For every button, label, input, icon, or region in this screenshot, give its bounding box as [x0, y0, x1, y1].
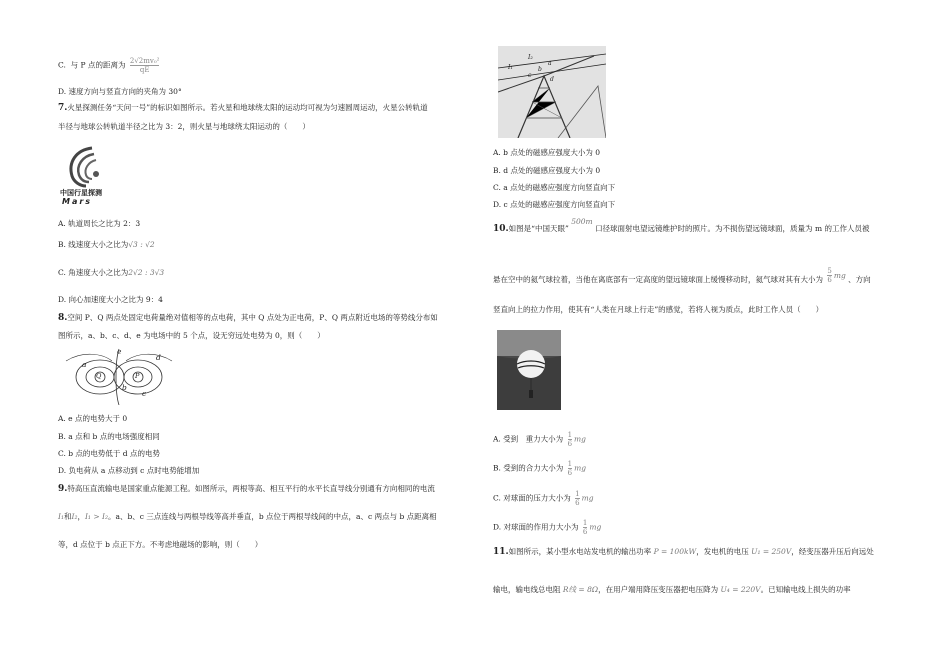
q9-option-c: C. a 点处的磁感应强度方向竖直向下 — [493, 183, 616, 192]
q10-option-c: C. 对球面的压力大小为 $\frac{1}{6}$ mg — [493, 490, 594, 507]
q7-stem-line1: 7.火星探测任务“天问一号”的标识如图所示。若火星和地球绕太阳的运动均可视为匀速圆周运动，火星公转轨道 — [58, 103, 428, 113]
fig-label-i1: I₁ — [508, 64, 513, 71]
q9-option-a: A. b 点处的磁感应强度大小为 0 — [493, 148, 601, 157]
fig-label-b: b — [122, 383, 127, 392]
fig-label-c: c — [142, 389, 147, 398]
q7-option-a: A. 轨道周长之比为 2：3 — [58, 219, 141, 228]
q9-option-d: D. c 点处的磁感应强度方向竖直向下 — [493, 200, 616, 209]
fig-label-d: d — [156, 353, 161, 362]
logo-cn-text: 中国行星探测 — [60, 189, 102, 197]
q6-option-d: D. 速度方向与竖直方向的夹角为 30° — [58, 87, 182, 96]
fast-telescope-photo — [497, 330, 561, 410]
q8-option-c: C. b 点的电势低于 d 点的电势 — [58, 449, 160, 458]
fig-label-p: P — [135, 372, 140, 380]
q11-stem-line2: 输电，输电线总电阻 R线 = 8Ω，在用户端用降压变压器把电压降为 U₄ = 220V。已知输电线上损失的功率 — [493, 585, 851, 594]
q10-option-d: D. 对球面的作用力大小为 $\frac{1}{6}$ mg — [493, 519, 602, 536]
q10-stem-line2: 悬在空中的氦气球拉着，当他在离底部有一定高度的望远镜球面上缓慢移动时，氦气球对其有大小为 $\frac{5}{6}$ mg 、方向 — [493, 266, 871, 284]
q9-stem-line3: 等，d 点位于 b 点正下方。不考虑地磁场的影响，则（ ） — [58, 540, 263, 549]
q8-stem-line1: 8.空间 P、Q 两点处固定电荷量绝对值相等的点电荷，其中 Q 点处为正电荷，P、Q 两点附近电场的等势线分布如 — [58, 313, 438, 323]
q8-option-b: B. a 点和 b 点的电场强度相同 — [58, 432, 160, 441]
fig-label-d2: d — [550, 76, 554, 83]
q11-stem-line1: 11.如图所示，某小型水电站发电机的输出功率 P = 100kW，发电机的电压 U₁ = 250V，经变压器升压后向远处 — [493, 547, 874, 557]
q8-stem-line2: 图所示，a、b、c、d、e 为电场中的 5 个点，设无穷远处电势为 0，则（ ） — [58, 331, 325, 340]
q8-option-d: D. 负电荷从 a 点移动到 c 点时电势能增加 — [58, 466, 200, 475]
transmission-tower-photo — [498, 46, 606, 138]
q10-option-b: B. 受到的合力大小为 $\frac{1}{6}$ mg — [493, 460, 587, 477]
q10-stem-line3: 竖直向上的拉力作用，使其有“人类在月球上行走”的感觉，若将人视为质点，此时工作人员（ ） — [493, 305, 824, 314]
fig-label-e: e — [117, 347, 122, 356]
q7-stem-line2: 半径与地球公转轨道半径之比为 3：2，则火星与地球绕太阳运动的（ ） — [58, 122, 310, 131]
fig-label-a: a — [82, 360, 87, 369]
logo-en-text: Mars — [62, 197, 93, 206]
fig-label-q: Q — [96, 372, 102, 380]
q7-option-b: B. 线速度大小之比为√3 : √2 — [58, 240, 155, 249]
q8-option-a: A. e 点的电势大于 0 — [58, 414, 128, 423]
q9-option-b: B. d 点处的磁感应强度大小为 0 — [493, 166, 601, 175]
q10-stem-line1: 10.如图是“中国天眼” 500m 口径球面射电望远镜维护时的照片。为不损伤望远镜球面，质量为 m 的工作人员被 — [493, 217, 870, 234]
fig-label-c2: c — [528, 72, 532, 79]
q9-stem-line1: 9.特高压直流输电是国家重点能源工程。如图所示，两根等高、相互平行的水平长直导线分别通有方向相同的电流 — [58, 484, 435, 494]
q6-fraction: $\frac{\text{2√2mv₀²}}{qE}$ — [129, 57, 160, 74]
q7-option-d: D. 向心加速度大小之比为 9：4 — [58, 295, 163, 304]
q6-option-c: C. 与 P 点的距离为 $\frac{\text{2√2mv₀²}}{qE}$ — [58, 57, 160, 74]
equipotential-figure — [62, 347, 180, 405]
fig-label-b2: b — [538, 66, 542, 73]
q9-stem-line2: I₁和I₂，I₁ > I₂。a、b、c 三点连线与两根导线等高并垂直，b 点位于两根导线间的中点，a、c 两点与 b 点距离相 — [58, 512, 437, 521]
fig-label-a2: a — [548, 60, 552, 67]
fig-label-i2: I₂ — [528, 54, 533, 61]
q7-option-c: C. 角速度大小之比为2√2 : 3√3 — [58, 268, 165, 277]
q10-option-a: A. 受到 重力大小为 $\frac{1}{6}$ mg — [493, 431, 586, 448]
mars-logo-image — [60, 140, 122, 206]
q10-fraction: $\frac{5}{6}$ — [827, 266, 832, 284]
